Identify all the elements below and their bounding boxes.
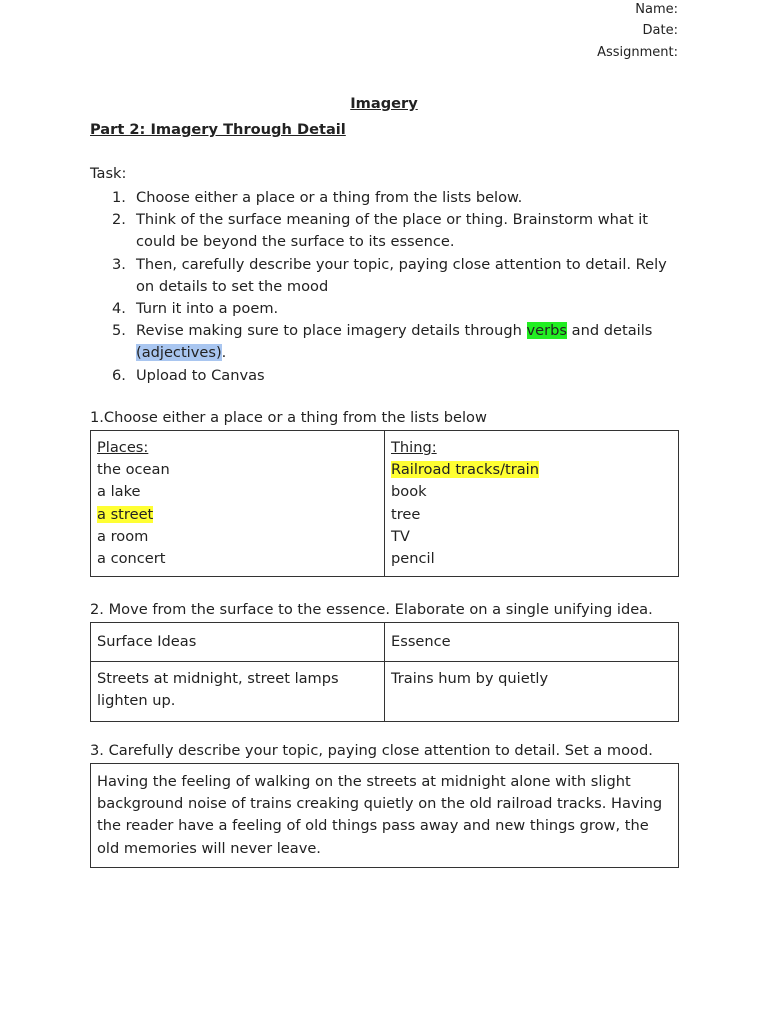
- task-number: 5.: [112, 322, 126, 340]
- places-header: Places:: [97, 439, 149, 456]
- section3-title: 3. Carefully describe your topic, paying close attention to detail. Set a mood.: [90, 742, 653, 759]
- date-label: Date:: [642, 23, 678, 38]
- list-item: tree: [391, 505, 421, 523]
- list-item: Railroad tracks/train: [391, 461, 539, 479]
- description-box: Having the feeling of walking on the streets at midnight alone with slight background noise of trains creaking quietly on the old railroad tracks. Having the reader have a feeling of old things pass away and new things grow, the old memories will never leave.: [90, 763, 679, 868]
- task-text: Choose either a place or a thing from the lists below.: [136, 189, 523, 206]
- list-item: the ocean: [97, 461, 170, 479]
- task-number: 3.: [112, 255, 126, 273]
- task-text: Turn it into a poem.: [136, 300, 279, 318]
- task-text: and details: [567, 322, 653, 340]
- task-label: Task:: [90, 165, 127, 182]
- task-item: [90, 209, 678, 253]
- thing-header: Thing:: [391, 439, 437, 456]
- page-title: Imagery: [350, 95, 418, 112]
- section1-title: 1.Choose either a place or a thing from the lists below: [90, 409, 487, 426]
- task-item: [90, 365, 678, 387]
- surface-ideas-value: Streets at midnight, street lamps lighten up.: [91, 662, 385, 721]
- essence-header: Essence: [385, 623, 679, 662]
- task-item: [90, 298, 678, 320]
- list-item: a room: [97, 527, 149, 545]
- task-item: [90, 320, 678, 364]
- list-item: pencil: [391, 550, 435, 568]
- adjectives-highlight: (adjectives): [136, 344, 222, 362]
- list-item: TV: [391, 527, 410, 545]
- essence-value: Trains hum by quietly: [385, 662, 679, 721]
- task-number: 6.: [112, 366, 126, 384]
- task-list: [90, 187, 678, 387]
- part-title: Part 2: Imagery Through Detail: [90, 121, 346, 138]
- things-cell: [385, 431, 679, 577]
- list-item: book: [391, 483, 427, 501]
- places-things-table: [90, 430, 679, 577]
- task-number: 4.: [112, 300, 126, 318]
- task-number: 2.: [112, 211, 126, 229]
- list-item: a concert: [97, 550, 166, 568]
- surface-ideas-header: Surface Ideas: [91, 623, 385, 662]
- task-item: [90, 187, 678, 209]
- section2-title: 2. Move from the surface to the essence. Elaborate on a single unifying idea.: [90, 601, 653, 618]
- list-item: a street: [97, 505, 154, 523]
- task-item: [90, 254, 678, 298]
- places-cell: [91, 431, 385, 577]
- list-item: a lake: [97, 483, 141, 501]
- surface-essence-table: [90, 622, 679, 722]
- task-text: Think of the surface meaning of the place or thing. Brainstorm what it could be beyond the surface to its essence.: [136, 211, 648, 251]
- task-text: Then, carefully describe your topic, paying close attention to detail. Rely on details to set the mood: [136, 255, 667, 295]
- task-text: Upload to Canvas: [136, 366, 265, 384]
- assignment-label: Assignment:: [597, 45, 678, 60]
- verbs-highlight: verbs: [526, 322, 567, 340]
- task-number: 1.: [112, 189, 126, 206]
- task-text: .: [221, 344, 227, 362]
- task-text: Revise making sure to place imagery details through: [136, 322, 527, 340]
- name-label: Name:: [635, 2, 678, 17]
